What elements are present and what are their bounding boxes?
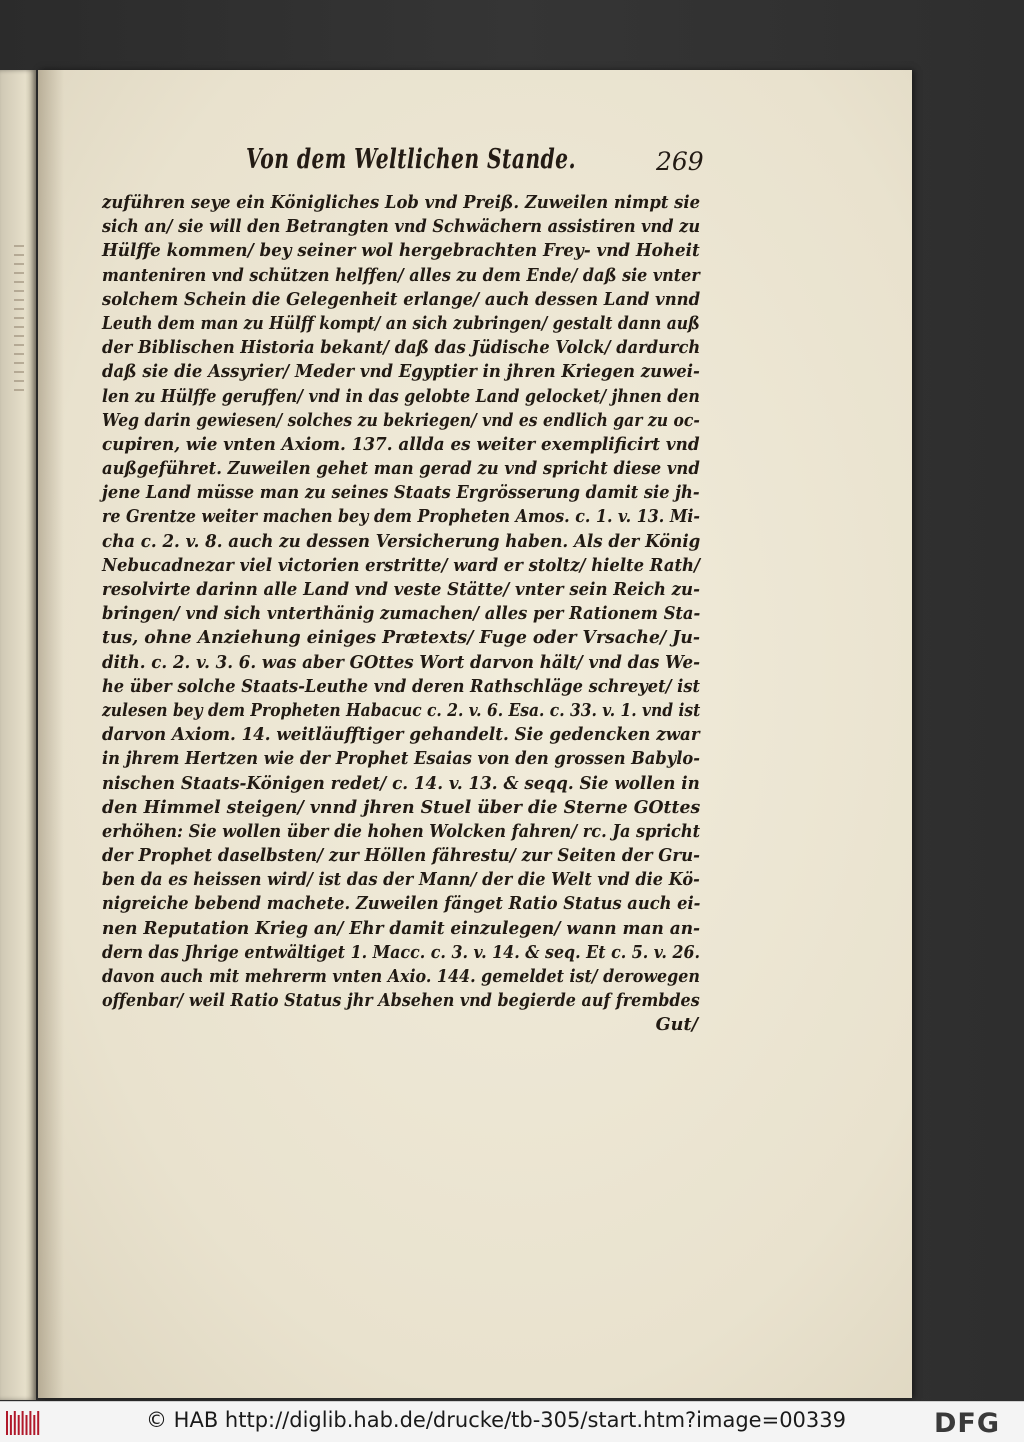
hab-logo-bar: [18, 1415, 20, 1435]
text-line: sich an/ sie will den Betrangten vnd Schwächern assistiren vnd zu: [102, 216, 701, 238]
text-line: manteniren vnd schützen helffen/ alles zu dem Ende/ daß sie vnter: [102, 264, 700, 286]
text-line: solchem Schein die Gelegenheit erlange/ auch dessen Land vnnd: [102, 288, 701, 310]
text-line: len zu Hülffe geruffen/ vnd in das gelobte Land gelocket/ jhnen den: [102, 385, 700, 407]
catchword: Gut/: [655, 1014, 698, 1036]
text-line: Hülffe kommen/ bey seiner wol hergebrachten Frey- vnd Hoheit: [102, 240, 700, 262]
text-line: ben da es heissen wird/ ist das der Mann/ der die Welt vnd die Kö-: [102, 869, 700, 891]
copyright-link[interactable]: © HAB http://diglib.hab.de/drucke/tb-305/start.htm?image=00339: [146, 1408, 846, 1432]
text-line: den Himmel steigen/ vnnd jhren Stuel über die Sterne GOttes: [102, 796, 701, 818]
text-line: erhöhen: Sie wollen über die hohen Wolcken fahren/ rc. Ja spricht: [102, 820, 701, 842]
text-line: in jhrem Hertzen wie der Prophet Esaias von den grossen Babylo-: [102, 748, 700, 770]
text-line: davon auch mit mehrerm vnten Axio. 144. gemeldet ist/ derowegen: [102, 966, 700, 987]
text-block: [102, 191, 702, 1038]
text-line: zuführen seye ein Königliches Lob vnd Preiß. Zuweilen nimpt sie: [102, 192, 701, 213]
text-line: offenbar/ weil Ratio Status jhr Absehen vnd begierde auf frembdes: [102, 990, 700, 1012]
page-header-title: Von dem Weltlichen Stande.: [246, 144, 576, 175]
text-line: Nebucadnezar viel victorien erstritte/ ward er stoltz/ hielte Rath/: [102, 554, 700, 576]
text-line: cha c. 2. v. 8. auch zu dessen Versicherung haben. Als der König: [102, 530, 701, 552]
hab-logo-bar: [10, 1415, 12, 1435]
text-line: jene Land müsse man zu seines Staats Ergrösserung damit sie jh-: [102, 482, 700, 504]
hab-logo-bar: [26, 1415, 28, 1435]
dfg-logo: DFG: [934, 1408, 1001, 1439]
hab-logo-bar: [33, 1415, 35, 1435]
left-page-edge: [0, 70, 36, 1400]
text-line: nen Reputation Krieg an/ Ehr damit einzulegen/ wann man an-: [102, 917, 701, 939]
text-line: Leuth dem man zu Hülff kompt/ an sich zubringen/ gestalt dann auß: [102, 312, 700, 334]
text-line: daß sie die Assyrier/ Meder vnd Egyptier in jhren Kriegen zuwei-: [102, 361, 700, 383]
hab-logo-bar: [14, 1411, 16, 1435]
footer-bar: [0, 1401, 1024, 1442]
text-line: Weg darin gewiesen/ solches zu bekriegen/ vnd es endlich gar zu oc-: [102, 409, 700, 431]
text-line: außgeführet. Zuweilen gehet man gerad zu vnd spricht diese vnd: [102, 458, 700, 480]
text-line: cupiren, wie vnten Axiom. 137. allda es weiter exemplificirt vnd: [102, 433, 700, 455]
text-line: der Biblischen Historia bekant/ daß das Jüdische Volck/ dardurch: [102, 337, 701, 359]
page-gutter-shadow: [38, 70, 64, 1398]
text-line: resolvirte darinn alle Land vnd veste Stätte/ vnter sein Reich zu-: [102, 579, 700, 600]
text-line: dern das Jhrige entwältiget 1. Macc. c. 3. v. 14. & seq. Et c. 5. v. 26.: [102, 941, 701, 963]
page-number: 269: [656, 147, 704, 176]
running-head: [246, 144, 716, 184]
text-line: zulesen bey dem Propheten Habacuc c. 2. v. 6. Esa. c. 33. v. 1. vnd ist: [102, 699, 701, 721]
page-edge-marks: [14, 245, 24, 395]
hab-logo-bar: [6, 1411, 8, 1435]
text-line: he über solche Staats-Leuthe vnd deren Rathschläge schreyet/ ist: [102, 675, 700, 697]
hab-logo-bar: [37, 1411, 39, 1435]
hab-logo-bar: [22, 1411, 24, 1435]
hab-logo-bar: [29, 1411, 31, 1435]
text-line: nigreiche bebend machete. Zuweilen fänget Ratio Status auch ei-: [102, 893, 701, 915]
text-line: dith. c. 2. v. 3. 6. was aber GOttes Wort darvon hält/ vnd das We-: [102, 651, 700, 673]
text-line: bringen/ vnd sich vnterthänig zumachen/ alles per Rationem Sta-: [102, 603, 701, 625]
text-line: der Prophet daselbsten/ zur Höllen fährestu/ zur Seiten der Gru-: [102, 845, 700, 867]
text-line: re Grentze weiter machen bey dem Propheten Amos. c. 1. v. 13. Mi-: [102, 506, 701, 528]
text-line: darvon Axiom. 14. weitläufftiger gehandelt. Sie gedencken zwar: [102, 724, 700, 746]
text-line: nischen Staats-Königen redet/ c. 14. v. 13. & seqq. Sie wollen in: [102, 772, 700, 794]
hab-logo-icon: [5, 1411, 41, 1435]
text-line: tus, ohne Anziehung einiges Prætexts/ Fuge oder Vrsache/ Ju-: [102, 627, 701, 649]
